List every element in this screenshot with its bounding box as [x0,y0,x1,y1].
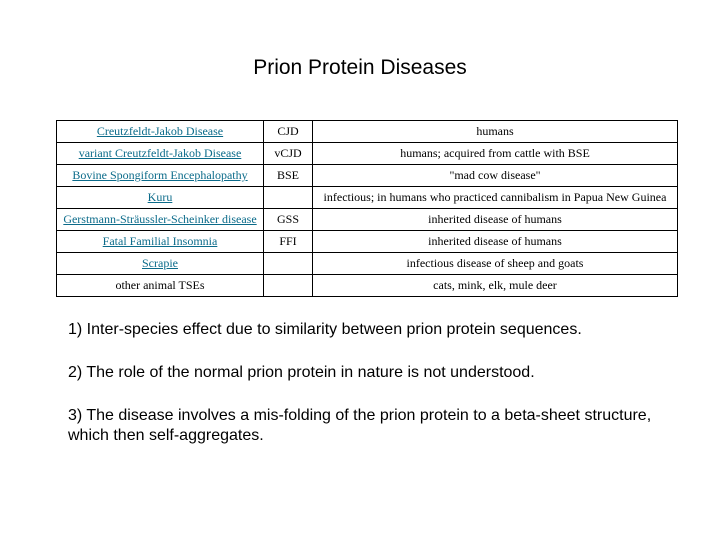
disease-name-cell[interactable] [57,231,264,253]
disease-name-cell[interactable] [57,187,264,209]
disease-link[interactable]: Bovine Spongiform Encephalopathy [72,168,248,182]
disease-link[interactable]: Creutzfeldt-Jakob Disease [96,124,224,138]
description-cell: inherited disease of humans [313,209,678,231]
table-row [57,253,678,275]
abbreviation-cell: vCJD [264,143,313,165]
disease-name-cell[interactable] [57,253,264,275]
abbreviation-cell: FFI [264,231,313,253]
description-cell: inherited disease of humans [313,231,678,253]
table-row [57,275,678,297]
disease-name-cell[interactable] [57,209,264,231]
description-cell: humans [313,121,678,143]
abbreviation-cell [264,275,313,297]
description-cell: humans; acquired from cattle with BSE [313,143,678,165]
disease-name-cell[interactable] [57,121,264,143]
note-item: 3) The disease involves a mis-folding of the prion protein to a beta-sheet structure, which then self-aggregates. [68,407,652,444]
table-row [57,231,678,253]
disease-link[interactable]: variant Creutzfeldt-Jakob Disease [78,146,242,160]
disease-link[interactable]: Scrapie [142,256,178,270]
description-cell: "mad cow disease" [313,165,678,187]
disease-link[interactable]: Kuru [147,190,173,204]
table-row [57,121,678,143]
notes-list [68,320,668,469]
table-row [57,165,678,187]
note-item: 1) Inter-species effect due to similarity between prion protein sequences. [68,321,582,338]
description-cell: infectious; in humans who practiced cannibalism in Papua New Guinea [313,187,678,209]
table-row [57,187,678,209]
abbreviation-cell [264,187,313,209]
page-title: Prion Protein Diseases [253,56,467,79]
table-row [57,209,678,231]
disease-name-cell[interactable] [57,165,264,187]
abbreviation-cell [264,253,313,275]
note-item: 2) The role of the normal prion protein in nature is not understood. [68,364,535,381]
description-cell: cats, mink, elk, mule deer [313,275,678,297]
disease-name-cell: other animal TSEs [57,275,264,297]
prion-diseases-table [56,120,678,297]
disease-name-cell[interactable] [57,143,264,165]
table-row [57,143,678,165]
abbreviation-cell: CJD [264,121,313,143]
abbreviation-cell: GSS [264,209,313,231]
disease-link[interactable]: Fatal Familial Insomnia [102,234,218,248]
description-cell: infectious disease of sheep and goats [313,253,678,275]
disease-link[interactable]: Gerstmann-Sträussler-Scheinker disease [63,212,257,226]
abbreviation-cell: BSE [264,165,313,187]
